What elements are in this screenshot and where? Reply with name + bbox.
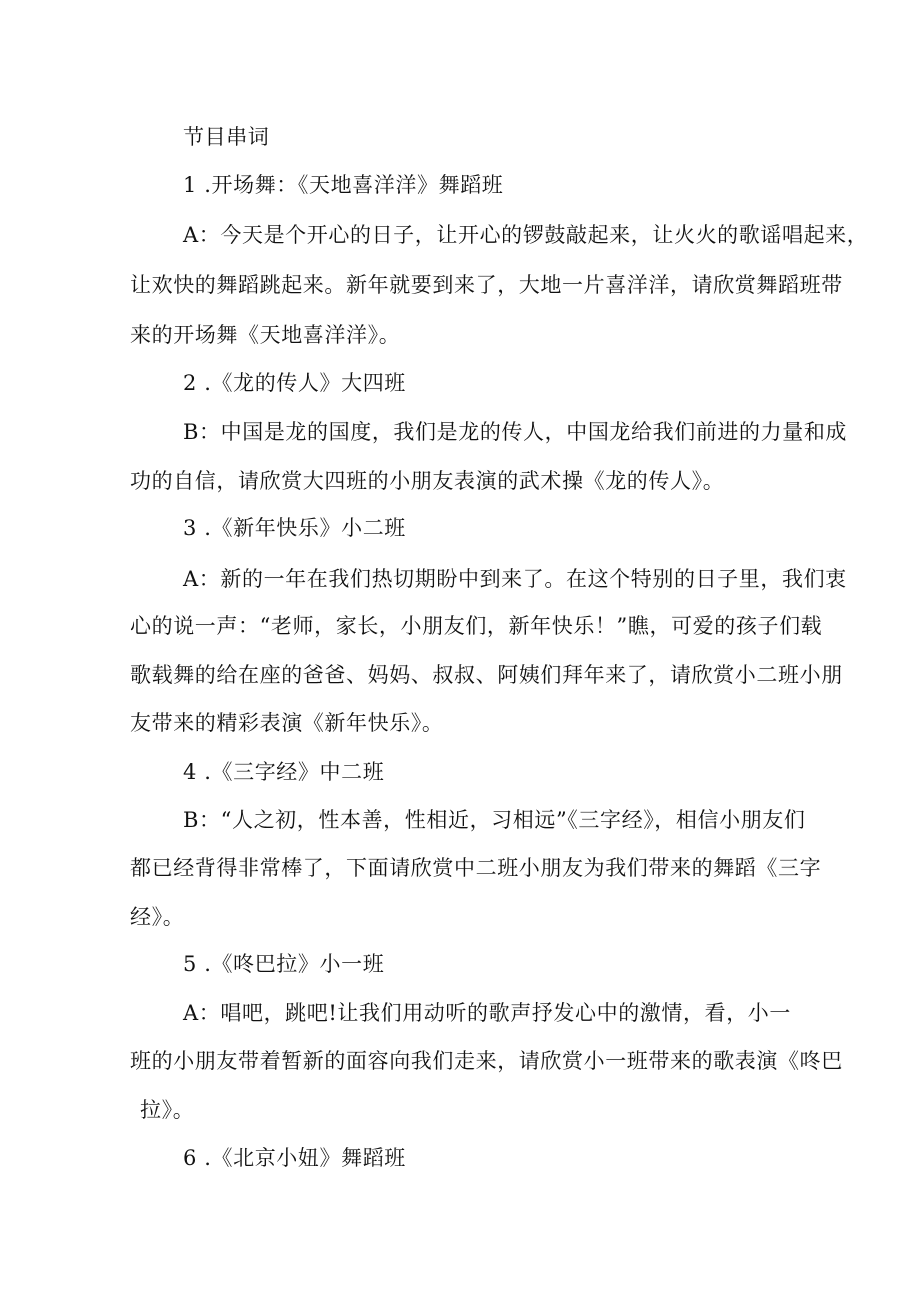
program-heading-5: 5 .《咚巴拉》小一班 — [183, 952, 385, 976]
program-text-line: 经》。 — [130, 905, 185, 929]
program-text-line: 都已经背得非常棒了，下面请欣赏中二班小朋友为我们带来的舞蹈《三字 — [130, 856, 822, 880]
program-text-line: A：今天是个开心的日子，让开心的锣鼓敲起来，让火火的歌谣唱起来， — [183, 223, 869, 247]
program-text-line: 功的自信，请欣赏大四班的小朋友表演的武术操《龙的传人》。 — [130, 469, 725, 493]
program-heading-4: 4 .《三字经》中二班 — [183, 760, 385, 784]
program-text-line: B：中国是龙的国度，我们是龙的传人，中国龙给我们前进的力量和成 — [183, 420, 848, 444]
document-title: 节目串词 — [183, 125, 270, 149]
program-heading-3: 3 .《新年快乐》小二班 — [183, 516, 406, 540]
program-text-line: 让欢快的舞蹈跳起来。新年就要到来了，大地一片喜洋洋，请欣赏舞蹈班带 — [130, 273, 843, 297]
program-heading-2: 2 .《龙的传人》大四班 — [183, 371, 406, 395]
program-text-line: 来的开场舞《天地喜洋洋》。 — [130, 323, 401, 347]
program-text-line: A：新的一年在我们热切期盼中到来了。在这个特别的日子里，我们衷 — [183, 567, 847, 591]
program-text-line: 心的说一声：“老师，家长，小朋友们，新年快乐！”瞧，可爱的孩子们载 — [130, 614, 823, 638]
program-text-line: 拉》。 — [140, 1098, 195, 1122]
program-heading-6: 6 .《北京小妞》舞蹈班 — [183, 1146, 406, 1170]
program-text-line: 友带来的精彩表演《新年快乐》。 — [130, 711, 444, 735]
program-text-line: 歌载舞的给在座的爸爸、妈妈、叔叔、阿姨们拜年来了，请欣赏小二班小朋 — [130, 663, 843, 687]
program-text-line: A：唱吧，跳吧!让我们用动听的歌声抒发心中的激情，看，小一 — [183, 1001, 792, 1025]
program-text-line: 班的小朋友带着暂新的面容向我们走来，请欣赏小一班带来的歌表演《咚巴 — [130, 1049, 843, 1073]
program-text-line: B：“人之初，性本善，性相近，习相远”《三字经》，相信小朋友们 — [183, 808, 806, 832]
program-heading-1: 1 .开场舞：《天地喜洋洋》舞蹈班 — [183, 173, 504, 197]
